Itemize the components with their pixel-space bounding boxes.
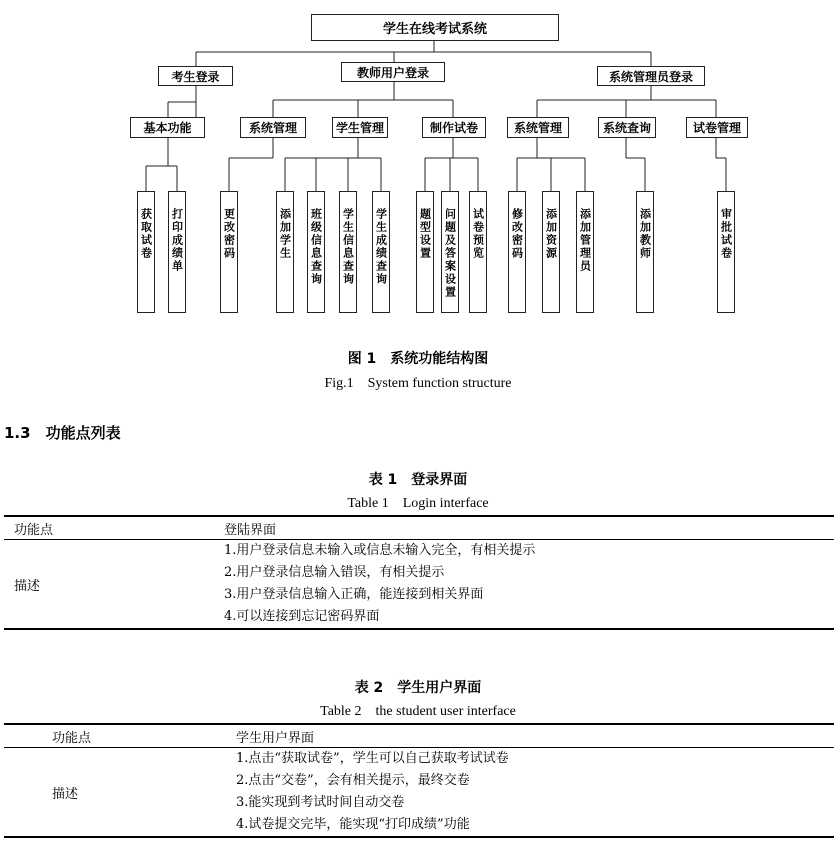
leaf-approve-exam	[717, 191, 735, 313]
leaf-text: 学生成绩查询	[374, 208, 388, 286]
table-header-row	[4, 516, 834, 540]
leaf-text: 审批试卷	[719, 208, 733, 260]
leaf-add-student	[276, 191, 294, 313]
leaf-question-answer-settings	[441, 191, 459, 313]
leaf-add-admin	[576, 191, 594, 313]
leaf-exam-preview	[469, 191, 487, 313]
leaf-student-score-query	[372, 191, 390, 313]
leaf-modify-password	[508, 191, 526, 313]
leaf-text: 修改密码	[510, 208, 524, 260]
table2-caption-en: Table 2 the student user interface	[320, 704, 516, 719]
figure-caption-en: Fig.1 System function structure	[324, 376, 512, 391]
leaf-text: 添加资源	[544, 208, 558, 260]
leaf-text: 获取试卷	[139, 208, 153, 260]
list-item: 4.试卷提交完毕，能实现“打印成绩”功能	[236, 817, 470, 832]
node-candidate-login: 考生登录	[158, 66, 233, 86]
table2-student-user-interface	[4, 723, 834, 838]
section-heading: 1.3 功能点列表	[4, 424, 121, 442]
leaf-text: 添加教师	[638, 208, 652, 260]
table2-caption-zh: 表 2 学生用户界面	[354, 680, 482, 696]
leaf-add-teacher	[636, 191, 654, 313]
node-basic-functions: 基本功能	[130, 117, 205, 138]
leaf-text: 学生信息查询	[341, 208, 355, 286]
root-node: 学生在线考试系统	[311, 14, 559, 41]
leaf-text: 添加管理员	[578, 208, 592, 273]
node-student-management: 学生管理	[332, 117, 388, 138]
leaf-add-resources	[542, 191, 560, 313]
leaf-get-exam	[137, 191, 155, 313]
list-item: 4.可以连接到忘记密码界面	[224, 609, 380, 624]
list-item: 3.用户登录信息输入正确，能连接到相关界面	[224, 587, 484, 602]
node-admin-login: 系统管理员登录	[597, 66, 705, 86]
leaf-text: 更改密码	[222, 208, 236, 260]
list-item: 2.点击“交卷”，会有相关提示，最终交卷	[236, 773, 470, 788]
table1-caption-zh: 表 1 登录界面	[368, 472, 468, 488]
table-cell-items	[224, 540, 834, 630]
list-item: 1.点击“获取试卷”，学生可以自己获取考试试卷	[236, 751, 509, 766]
table-row-label: 描述	[4, 540, 224, 630]
leaf-class-info-query	[307, 191, 325, 313]
leaf-question-type-settings	[416, 191, 434, 313]
figure-caption-zh: 图 1 系统功能结构图	[347, 351, 489, 367]
node-teacher-system-management: 系统管理	[240, 117, 306, 138]
node-exam-management: 试卷管理	[686, 117, 748, 138]
table-header-cell: 功能点	[4, 516, 224, 540]
node-make-exam: 制作试卷	[422, 117, 486, 138]
leaf-change-password	[220, 191, 238, 313]
list-item: 1.用户登录信息未输入或信息未输入完全，有相关提示	[224, 543, 536, 558]
leaf-text: 试卷预览	[471, 208, 485, 260]
table1-caption-en: Table 1 Login interface	[347, 496, 489, 511]
node-system-query: 系统查询	[598, 117, 656, 138]
table-row	[4, 540, 834, 630]
leaf-text: 添加学生	[278, 208, 292, 260]
table-header-cell: 登陆界面	[224, 516, 834, 540]
leaf-student-info-query	[339, 191, 357, 313]
list-item: 3.能实现到考试时间自动交卷	[236, 795, 405, 810]
leaf-print-scores	[168, 191, 186, 313]
table-cell-items	[236, 748, 834, 838]
table-row	[4, 748, 834, 838]
table-row-label: 描述	[4, 748, 236, 838]
list-item: 2.用户登录信息输入错误，有相关提示	[224, 565, 445, 580]
table1-login-interface	[4, 515, 834, 630]
table-header-cell: 功能点	[4, 724, 236, 748]
node-admin-system-management: 系统管理	[507, 117, 569, 138]
table-header-row	[4, 724, 834, 748]
leaf-text: 班级信息查询	[309, 208, 323, 286]
leaf-text: 打印成绩单	[170, 208, 184, 273]
node-teacher-login: 教师用户登录	[341, 62, 445, 82]
table-header-cell: 学生用户界面	[236, 724, 834, 748]
leaf-text: 问题及答案设置	[443, 208, 457, 299]
leaf-text: 题型设置	[418, 208, 432, 260]
